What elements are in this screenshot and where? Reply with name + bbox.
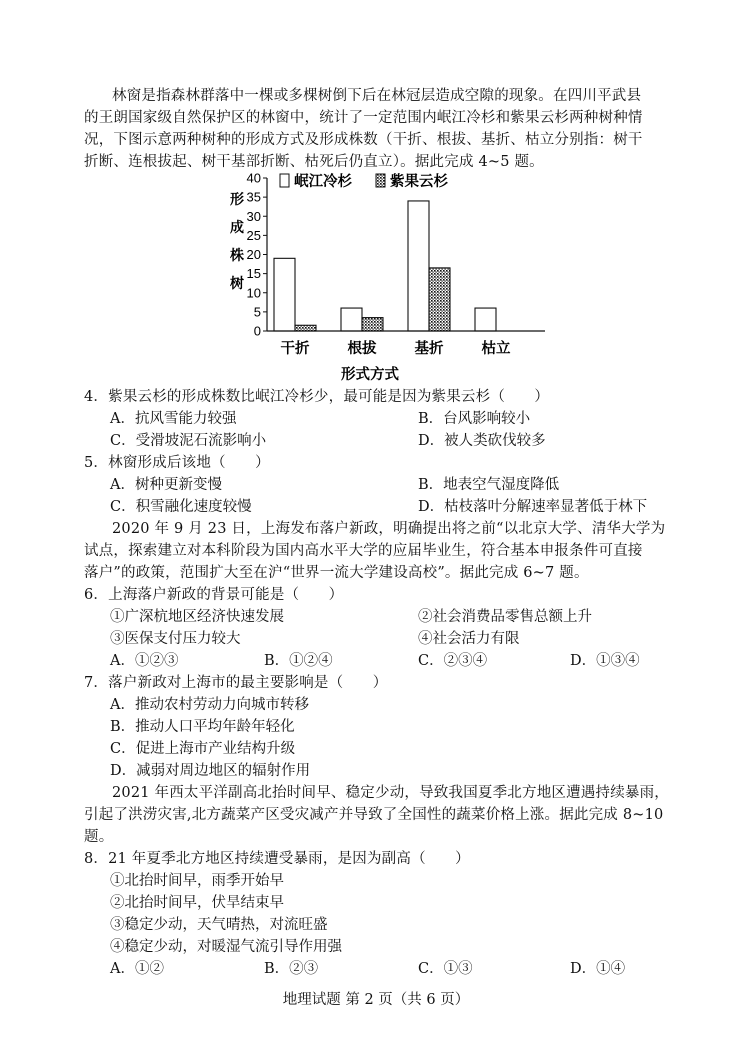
q5-option-a[interactable]: A．树种更新变慢	[110, 477, 222, 493]
passage2-line3: 落户”的政策，范围扩大至在沪“世界一流大学建设高校”。据此完成 6~7 题。	[84, 565, 589, 581]
x-category-label: 枯立	[481, 341, 511, 357]
x-category-label: 基折	[414, 341, 444, 357]
page-footer: 地理试题 第 2 页（共 6 页）	[282, 992, 470, 1008]
bar-minjiang-fir	[408, 201, 429, 331]
passage1-line3: 况，下图示意两种树种的形成方式及形成株数（干折、根拔、基折、枯立分别指：树干	[84, 132, 643, 148]
bar-purple-spruce	[362, 318, 383, 331]
q8-option-c[interactable]: C．①③	[418, 961, 473, 977]
legend-label: 岷江冷杉	[294, 174, 352, 190]
passage1-line1: 林窗是指森林群落中一棵或多棵树倒下后在林冠层造成空隙的现象。在四川平武县	[112, 88, 642, 104]
x-category-label: 干折	[280, 341, 310, 357]
q5-stem: 5．林窗形成后该地（ ）	[84, 455, 270, 471]
q4-stem: 4．紫果云杉的形成株数比岷江冷杉少，最可能是因为紫果云杉（ ）	[84, 389, 550, 405]
y-tick-label: 25	[246, 227, 261, 243]
q8-option-b[interactable]: B．②③	[264, 961, 319, 977]
y-tick-label: 30	[246, 208, 261, 224]
y-axis-label-char: 树	[230, 276, 244, 292]
x-axis-label: 形式方式	[341, 367, 399, 383]
y-tick-label: 0	[253, 323, 261, 339]
passage1-line2: 的王朗国家级自然保护区的林窗中，统计了一定范围内岷江冷杉和紫果云杉两种树种情	[84, 110, 643, 126]
q6-option-d[interactable]: D．①③④	[570, 653, 640, 669]
q4-option-d[interactable]: D．被人类砍伐较多	[418, 433, 546, 449]
passage3-line2: 引起了洪涝灾害,北方蔬菜产区受灾减产并导致了全国性的蔬菜价格上涨。据此完成 8~10	[84, 807, 664, 823]
q7-option-b[interactable]: B．推动人口平均年龄年轻化	[110, 719, 295, 735]
q7-option-d[interactable]: D．减弱对周边地区的辐射作用	[110, 763, 311, 779]
q4-option-c[interactable]: C．受滑坡泥石流影响小	[110, 433, 267, 449]
passage3-line3: 题。	[84, 829, 114, 845]
x-category-label: 根拔	[347, 341, 377, 357]
q6-option-a[interactable]: A．①②③	[110, 653, 179, 669]
passage3-line1: 2021 年西太平洋副高北抬时间早、稳定少动，导致我国夏季北方地区遭遇持续暴雨，	[112, 785, 670, 801]
q6-statement-3: ③医保支付压力较大	[110, 631, 241, 647]
q7-option-c[interactable]: C．促进上海市产业结构升级	[110, 741, 296, 757]
y-tick-label: 20	[246, 247, 261, 262]
y-tick-label: 10	[246, 285, 261, 301]
q8-option-d[interactable]: D．①④	[570, 961, 626, 977]
q7-option-a[interactable]: A．推动农村劳动力向城市转移	[110, 697, 309, 713]
q8-option-a[interactable]: A．①②	[110, 961, 164, 977]
y-tick-label: 40	[246, 170, 261, 186]
passage2-line1: 2020 年 9 月 23 日，上海发布落户新政，明确提出将之前“以北京大学、清华大学为	[112, 521, 666, 537]
bar-minjiang-fir	[274, 258, 295, 331]
q6-stem: 6．上海落户新政的背景可能是（ ）	[84, 587, 344, 603]
q8-statement-1: ①北抬时间早，雨季开始早	[110, 873, 284, 889]
q8-statement-3: ③稳定少动，天气晴热，对流旺盛	[110, 917, 328, 933]
q5-option-c[interactable]: C．积雪融化速度较慢	[110, 499, 252, 515]
q5-option-d[interactable]: D．枯枝落叶分解速率显著低于林下	[418, 499, 648, 515]
q7-stem: 7．落户新政对上海市的最主要影响是（ ）	[84, 675, 388, 691]
bar-purple-spruce	[295, 325, 316, 331]
q6-option-b[interactable]: B．①②④	[264, 653, 333, 669]
legend-swatch	[280, 174, 289, 187]
passage2-line2: 试点，探索建立对本科阶段为国内高水平大学的应届毕业生，符合基本申报条件可直接	[84, 543, 643, 559]
y-axis-label-char: 形	[230, 192, 244, 208]
y-tick-label: 35	[246, 189, 261, 205]
bar-minjiang-fir	[341, 308, 362, 331]
q8-stem: 8．21 年夏季北方地区持续遭受暴雨，是因为副高（ ）	[84, 851, 470, 867]
q6-statement-1: ①广深杭地区经济快速发展	[110, 609, 284, 625]
legend-label: 紫果云杉	[390, 174, 448, 190]
q6-statement-2: ②社会消费品零售总额上升	[418, 609, 592, 625]
bar-purple-spruce	[429, 268, 450, 331]
q8-statement-4: ④稳定少动，对暖湿气流引导作用强	[110, 939, 342, 955]
bar-chart	[230, 168, 560, 388]
bar-minjiang-fir	[475, 308, 496, 331]
q4-option-b[interactable]: B．台风影响较小	[418, 411, 531, 427]
q5-option-b[interactable]: B．地表空气湿度降低	[418, 477, 560, 493]
legend-swatch	[376, 174, 385, 187]
y-tick-label: 15	[246, 266, 261, 282]
passage1-line4: 折断、连根拔起、树干基部折断、枯死后仍直立）。据此完成 4~5 题。	[84, 154, 544, 170]
q8-statement-2: ②北抬时间早，伏旱结束早	[110, 895, 284, 911]
y-axis-label-char: 成	[230, 220, 244, 236]
q4-option-a[interactable]: A．抗风雪能力较强	[110, 411, 237, 427]
q6-option-c[interactable]: C．②③④	[418, 653, 488, 669]
y-axis-label-char: 株	[230, 248, 244, 264]
q6-statement-4: ④社会活力有限	[418, 631, 520, 647]
y-tick-label: 5	[253, 304, 261, 320]
